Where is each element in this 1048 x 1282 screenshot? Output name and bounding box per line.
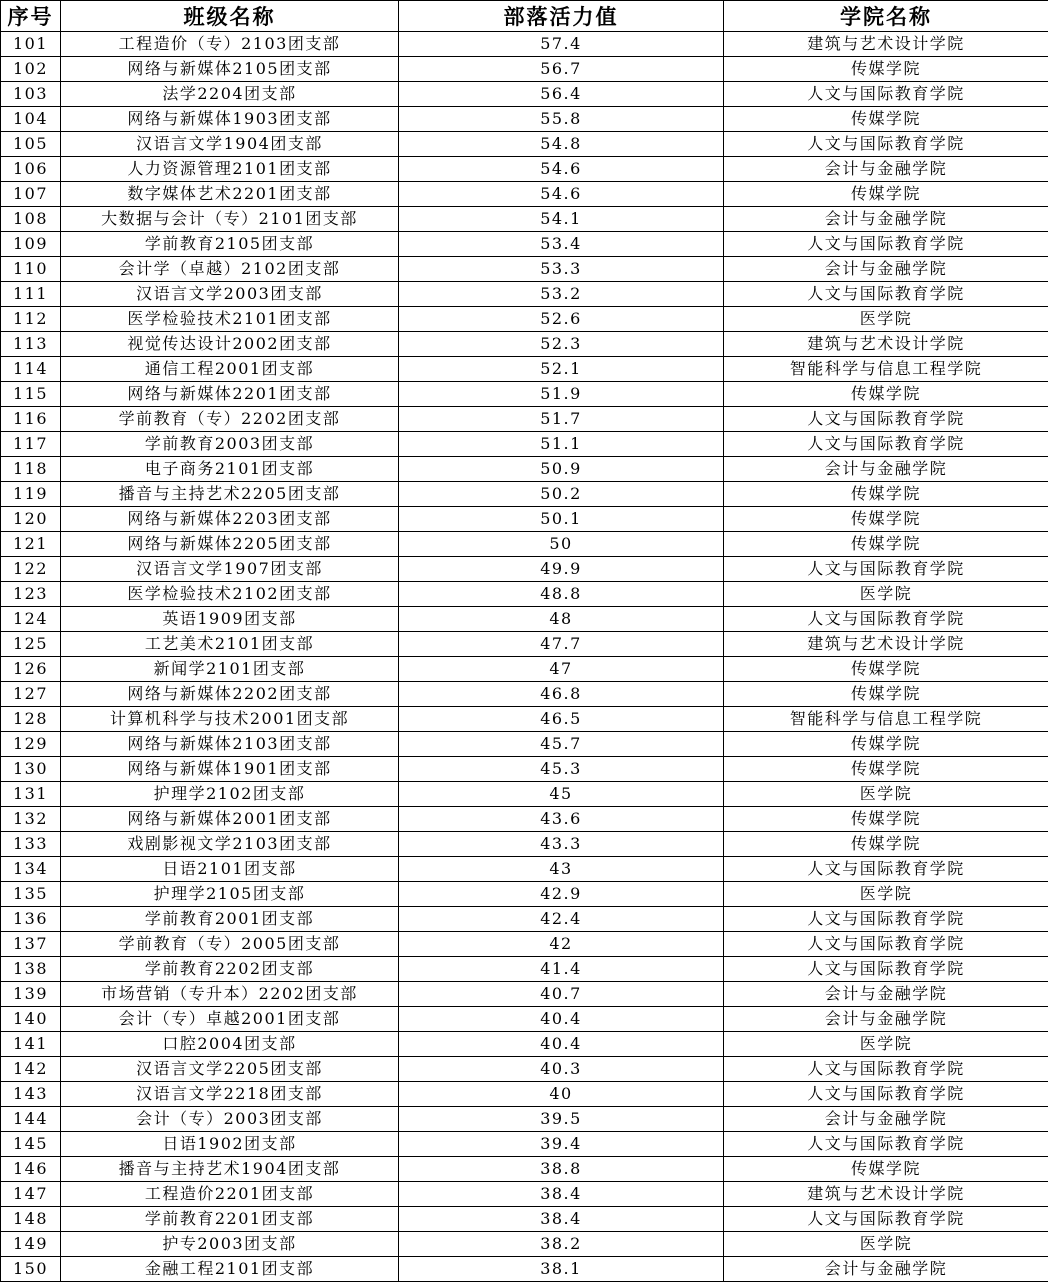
cell-class-name: 学前教育2003团支部 xyxy=(61,432,399,457)
cell-class-name: 大数据与会计（专）2101团支部 xyxy=(61,207,399,232)
cell-rank: 130 xyxy=(1,757,61,782)
cell-vitality-score: 41.4 xyxy=(399,957,724,982)
cell-vitality-score: 42.9 xyxy=(399,882,724,907)
cell-class-name: 学前教育（专）2005团支部 xyxy=(61,932,399,957)
cell-college-name: 医学院 xyxy=(724,1032,1048,1057)
cell-college-name: 会计与金融学院 xyxy=(724,1007,1048,1032)
table-row xyxy=(1,107,1048,132)
cell-class-name: 日语2101团支部 xyxy=(61,857,399,882)
cell-college-name: 会计与金融学院 xyxy=(724,1107,1048,1132)
cell-class-name: 通信工程2001团支部 xyxy=(61,357,399,382)
cell-vitality-score: 40.7 xyxy=(399,982,724,1007)
cell-class-name: 戏剧影视文学2103团支部 xyxy=(61,832,399,857)
cell-class-name: 学前教育2202团支部 xyxy=(61,957,399,982)
cell-college-name: 医学院 xyxy=(724,782,1048,807)
cell-rank: 105 xyxy=(1,132,61,157)
table-row xyxy=(1,1157,1048,1182)
table-row xyxy=(1,282,1048,307)
cell-vitality-score: 38.2 xyxy=(399,1232,724,1257)
cell-vitality-score: 54.6 xyxy=(399,157,724,182)
table-row xyxy=(1,507,1048,532)
table-row xyxy=(1,732,1048,757)
cell-college-name: 传媒学院 xyxy=(724,482,1048,507)
header-row xyxy=(1,1,1048,32)
cell-class-name: 护理学2102团支部 xyxy=(61,782,399,807)
cell-college-name: 传媒学院 xyxy=(724,1157,1048,1182)
cell-college-name: 医学院 xyxy=(724,1232,1048,1257)
cell-college-name: 智能科学与信息工程学院 xyxy=(724,357,1048,382)
table-row xyxy=(1,707,1048,732)
cell-vitality-score: 52.3 xyxy=(399,332,724,357)
cell-vitality-score: 49.9 xyxy=(399,557,724,582)
cell-vitality-score: 40 xyxy=(399,1082,724,1107)
cell-college-name: 建筑与艺术设计学院 xyxy=(724,632,1048,657)
cell-rank: 108 xyxy=(1,207,61,232)
cell-class-name: 英语1909团支部 xyxy=(61,607,399,632)
cell-rank: 148 xyxy=(1,1207,61,1232)
header-vitality-score: 部落活力值 xyxy=(399,1,724,32)
table-header xyxy=(1,1,1048,32)
cell-rank: 135 xyxy=(1,882,61,907)
cell-rank: 147 xyxy=(1,1182,61,1207)
table-row xyxy=(1,857,1048,882)
cell-rank: 118 xyxy=(1,457,61,482)
cell-rank: 122 xyxy=(1,557,61,582)
table-row xyxy=(1,932,1048,957)
cell-vitality-score: 57.4 xyxy=(399,32,724,57)
cell-class-name: 学前教育2201团支部 xyxy=(61,1207,399,1232)
table-row xyxy=(1,907,1048,932)
cell-vitality-score: 47.7 xyxy=(399,632,724,657)
cell-college-name: 传媒学院 xyxy=(724,57,1048,82)
cell-rank: 114 xyxy=(1,357,61,382)
header-class-name: 班级名称 xyxy=(61,1,399,32)
cell-college-name: 会计与金融学院 xyxy=(724,457,1048,482)
cell-vitality-score: 42.4 xyxy=(399,907,724,932)
cell-class-name: 网络与新媒体2202团支部 xyxy=(61,682,399,707)
cell-college-name: 人文与国际教育学院 xyxy=(724,1132,1048,1157)
cell-class-name: 数字媒体艺术2201团支部 xyxy=(61,182,399,207)
cell-rank: 139 xyxy=(1,982,61,1007)
cell-college-name: 会计与金融学院 xyxy=(724,1257,1048,1282)
table-row xyxy=(1,982,1048,1007)
cell-vitality-score: 56.7 xyxy=(399,57,724,82)
cell-class-name: 新闻学2101团支部 xyxy=(61,657,399,682)
table-row xyxy=(1,832,1048,857)
cell-vitality-score: 38.4 xyxy=(399,1207,724,1232)
table-row xyxy=(1,407,1048,432)
table-row xyxy=(1,582,1048,607)
cell-rank: 125 xyxy=(1,632,61,657)
cell-vitality-score: 39.4 xyxy=(399,1132,724,1157)
cell-class-name: 计算机科学与技术2001团支部 xyxy=(61,707,399,732)
cell-class-name: 网络与新媒体2103团支部 xyxy=(61,732,399,757)
cell-class-name: 口腔2004团支部 xyxy=(61,1032,399,1057)
cell-class-name: 网络与新媒体2203团支部 xyxy=(61,507,399,532)
cell-vitality-score: 40.3 xyxy=(399,1057,724,1082)
cell-vitality-score: 45.7 xyxy=(399,732,724,757)
cell-vitality-score: 45 xyxy=(399,782,724,807)
table-row xyxy=(1,1007,1048,1032)
cell-class-name: 播音与主持艺术2205团支部 xyxy=(61,482,399,507)
cell-vitality-score: 54.6 xyxy=(399,182,724,207)
cell-rank: 121 xyxy=(1,532,61,557)
table-row xyxy=(1,157,1048,182)
cell-vitality-score: 52.1 xyxy=(399,357,724,382)
cell-vitality-score: 55.8 xyxy=(399,107,724,132)
cell-rank: 101 xyxy=(1,32,61,57)
cell-rank: 112 xyxy=(1,307,61,332)
cell-rank: 102 xyxy=(1,57,61,82)
cell-rank: 119 xyxy=(1,482,61,507)
table-row xyxy=(1,757,1048,782)
cell-vitality-score: 51.9 xyxy=(399,382,724,407)
cell-college-name: 人文与国际教育学院 xyxy=(724,1207,1048,1232)
cell-rank: 131 xyxy=(1,782,61,807)
table-row xyxy=(1,782,1048,807)
cell-rank: 133 xyxy=(1,832,61,857)
table-row xyxy=(1,682,1048,707)
cell-class-name: 人力资源管理2101团支部 xyxy=(61,157,399,182)
cell-class-name: 播音与主持艺术1904团支部 xyxy=(61,1157,399,1182)
cell-vitality-score: 39.5 xyxy=(399,1107,724,1132)
cell-class-name: 网络与新媒体2205团支部 xyxy=(61,532,399,557)
cell-rank: 138 xyxy=(1,957,61,982)
cell-college-name: 传媒学院 xyxy=(724,807,1048,832)
table-row xyxy=(1,1257,1048,1282)
cell-class-name: 会计（专）2003团支部 xyxy=(61,1107,399,1132)
table-body xyxy=(1,32,1048,1282)
table-row xyxy=(1,82,1048,107)
table-row xyxy=(1,332,1048,357)
header-rank: 序号 xyxy=(1,1,61,32)
cell-vitality-score: 50.2 xyxy=(399,482,724,507)
cell-vitality-score: 50 xyxy=(399,532,724,557)
cell-rank: 140 xyxy=(1,1007,61,1032)
cell-class-name: 市场营销（专升本）2202团支部 xyxy=(61,982,399,1007)
table-row xyxy=(1,607,1048,632)
cell-college-name: 人文与国际教育学院 xyxy=(724,407,1048,432)
cell-vitality-score: 51.1 xyxy=(399,432,724,457)
cell-class-name: 电子商务2101团支部 xyxy=(61,457,399,482)
cell-college-name: 会计与金融学院 xyxy=(724,982,1048,1007)
cell-rank: 111 xyxy=(1,282,61,307)
cell-rank: 150 xyxy=(1,1257,61,1282)
cell-college-name: 传媒学院 xyxy=(724,657,1048,682)
cell-vitality-score: 38.4 xyxy=(399,1182,724,1207)
cell-vitality-score: 53.3 xyxy=(399,257,724,282)
table-row xyxy=(1,232,1048,257)
cell-rank: 113 xyxy=(1,332,61,357)
cell-vitality-score: 45.3 xyxy=(399,757,724,782)
table-row xyxy=(1,1182,1048,1207)
cell-college-name: 传媒学院 xyxy=(724,757,1048,782)
cell-class-name: 医学检验技术2101团支部 xyxy=(61,307,399,332)
cell-class-name: 医学检验技术2102团支部 xyxy=(61,582,399,607)
cell-rank: 126 xyxy=(1,657,61,682)
cell-class-name: 网络与新媒体2105团支部 xyxy=(61,57,399,82)
cell-rank: 127 xyxy=(1,682,61,707)
cell-class-name: 日语1902团支部 xyxy=(61,1132,399,1157)
cell-college-name: 传媒学院 xyxy=(724,682,1048,707)
cell-rank: 141 xyxy=(1,1032,61,1057)
cell-class-name: 网络与新媒体2201团支部 xyxy=(61,382,399,407)
cell-class-name: 学前教育2105团支部 xyxy=(61,232,399,257)
cell-college-name: 人文与国际教育学院 xyxy=(724,1057,1048,1082)
cell-vitality-score: 47 xyxy=(399,657,724,682)
cell-class-name: 工程造价（专）2103团支部 xyxy=(61,32,399,57)
cell-rank: 149 xyxy=(1,1232,61,1257)
table-row xyxy=(1,357,1048,382)
cell-college-name: 医学院 xyxy=(724,582,1048,607)
cell-class-name: 护专2003团支部 xyxy=(61,1232,399,1257)
table-row xyxy=(1,657,1048,682)
cell-college-name: 人文与国际教育学院 xyxy=(724,907,1048,932)
cell-class-name: 网络与新媒体1901团支部 xyxy=(61,757,399,782)
cell-rank: 143 xyxy=(1,1082,61,1107)
cell-rank: 145 xyxy=(1,1132,61,1157)
cell-vitality-score: 51.7 xyxy=(399,407,724,432)
table-row xyxy=(1,382,1048,407)
cell-vitality-score: 52.6 xyxy=(399,307,724,332)
cell-vitality-score: 43 xyxy=(399,857,724,882)
cell-vitality-score: 53.2 xyxy=(399,282,724,307)
table-row xyxy=(1,1107,1048,1132)
cell-rank: 104 xyxy=(1,107,61,132)
table-row xyxy=(1,632,1048,657)
table-row xyxy=(1,482,1048,507)
cell-rank: 103 xyxy=(1,82,61,107)
cell-vitality-score: 54.1 xyxy=(399,207,724,232)
cell-vitality-score: 46.8 xyxy=(399,682,724,707)
cell-college-name: 人文与国际教育学院 xyxy=(724,957,1048,982)
cell-class-name: 学前教育2001团支部 xyxy=(61,907,399,932)
cell-class-name: 金融工程2101团支部 xyxy=(61,1257,399,1282)
cell-rank: 106 xyxy=(1,157,61,182)
cell-class-name: 汉语言文学2205团支部 xyxy=(61,1057,399,1082)
cell-college-name: 人文与国际教育学院 xyxy=(724,282,1048,307)
cell-rank: 142 xyxy=(1,1057,61,1082)
cell-class-name: 会计（专）卓越2001团支部 xyxy=(61,1007,399,1032)
cell-rank: 124 xyxy=(1,607,61,632)
cell-rank: 144 xyxy=(1,1107,61,1132)
cell-college-name: 传媒学院 xyxy=(724,382,1048,407)
cell-class-name: 网络与新媒体1903团支部 xyxy=(61,107,399,132)
cell-college-name: 人文与国际教育学院 xyxy=(724,557,1048,582)
cell-vitality-score: 50.1 xyxy=(399,507,724,532)
table-row xyxy=(1,1132,1048,1157)
cell-rank: 110 xyxy=(1,257,61,282)
cell-college-name: 传媒学院 xyxy=(724,532,1048,557)
cell-rank: 134 xyxy=(1,857,61,882)
cell-rank: 115 xyxy=(1,382,61,407)
cell-college-name: 人文与国际教育学院 xyxy=(724,857,1048,882)
cell-rank: 128 xyxy=(1,707,61,732)
table-row xyxy=(1,307,1048,332)
cell-class-name: 汉语言文学1904团支部 xyxy=(61,132,399,157)
cell-class-name: 工艺美术2101团支部 xyxy=(61,632,399,657)
cell-college-name: 传媒学院 xyxy=(724,507,1048,532)
cell-vitality-score: 50.9 xyxy=(399,457,724,482)
cell-college-name: 智能科学与信息工程学院 xyxy=(724,707,1048,732)
cell-class-name: 汉语言文学2003团支部 xyxy=(61,282,399,307)
table-row xyxy=(1,1207,1048,1232)
cell-rank: 146 xyxy=(1,1157,61,1182)
cell-college-name: 人文与国际教育学院 xyxy=(724,932,1048,957)
cell-vitality-score: 56.4 xyxy=(399,82,724,107)
cell-rank: 136 xyxy=(1,907,61,932)
cell-rank: 109 xyxy=(1,232,61,257)
cell-rank: 116 xyxy=(1,407,61,432)
table-row xyxy=(1,557,1048,582)
cell-college-name: 人文与国际教育学院 xyxy=(724,82,1048,107)
cell-college-name: 传媒学院 xyxy=(724,182,1048,207)
cell-rank: 120 xyxy=(1,507,61,532)
cell-college-name: 人文与国际教育学院 xyxy=(724,607,1048,632)
cell-vitality-score: 38.1 xyxy=(399,1257,724,1282)
cell-rank: 137 xyxy=(1,932,61,957)
cell-class-name: 网络与新媒体2001团支部 xyxy=(61,807,399,832)
table-row xyxy=(1,457,1048,482)
cell-class-name: 法学2204团支部 xyxy=(61,82,399,107)
cell-college-name: 人文与国际教育学院 xyxy=(724,1082,1048,1107)
table-row xyxy=(1,132,1048,157)
cell-rank: 132 xyxy=(1,807,61,832)
cell-vitality-score: 40.4 xyxy=(399,1032,724,1057)
cell-college-name: 会计与金融学院 xyxy=(724,207,1048,232)
cell-vitality-score: 48 xyxy=(399,607,724,632)
cell-college-name: 医学院 xyxy=(724,307,1048,332)
cell-college-name: 会计与金融学院 xyxy=(724,157,1048,182)
cell-class-name: 会计学（卓越）2102团支部 xyxy=(61,257,399,282)
cell-class-name: 汉语言文学2218团支部 xyxy=(61,1082,399,1107)
cell-vitality-score: 42 xyxy=(399,932,724,957)
cell-college-name: 传媒学院 xyxy=(724,732,1048,757)
cell-vitality-score: 38.8 xyxy=(399,1157,724,1182)
cell-vitality-score: 43.6 xyxy=(399,807,724,832)
table-row xyxy=(1,1032,1048,1057)
table-row xyxy=(1,32,1048,57)
table-row xyxy=(1,257,1048,282)
cell-college-name: 建筑与艺术设计学院 xyxy=(724,32,1048,57)
cell-class-name: 视觉传达设计2002团支部 xyxy=(61,332,399,357)
table-row xyxy=(1,182,1048,207)
cell-vitality-score: 43.3 xyxy=(399,832,724,857)
cell-college-name: 会计与金融学院 xyxy=(724,257,1048,282)
cell-vitality-score: 48.8 xyxy=(399,582,724,607)
cell-vitality-score: 53.4 xyxy=(399,232,724,257)
table-row xyxy=(1,207,1048,232)
table-row xyxy=(1,1232,1048,1257)
cell-college-name: 建筑与艺术设计学院 xyxy=(724,1182,1048,1207)
cell-vitality-score: 54.8 xyxy=(399,132,724,157)
cell-college-name: 医学院 xyxy=(724,882,1048,907)
cell-class-name: 汉语言文学1907团支部 xyxy=(61,557,399,582)
cell-vitality-score: 40.4 xyxy=(399,1007,724,1032)
cell-college-name: 人文与国际教育学院 xyxy=(724,132,1048,157)
table-row xyxy=(1,57,1048,82)
header-college-name: 学院名称 xyxy=(724,1,1048,32)
cell-rank: 129 xyxy=(1,732,61,757)
cell-college-name: 人文与国际教育学院 xyxy=(724,432,1048,457)
table-row xyxy=(1,1082,1048,1107)
cell-class-name: 护理学2105团支部 xyxy=(61,882,399,907)
table-row xyxy=(1,1057,1048,1082)
cell-vitality-score: 46.5 xyxy=(399,707,724,732)
table-row xyxy=(1,532,1048,557)
cell-rank: 117 xyxy=(1,432,61,457)
cell-rank: 107 xyxy=(1,182,61,207)
cell-rank: 123 xyxy=(1,582,61,607)
cell-college-name: 传媒学院 xyxy=(724,832,1048,857)
table-row xyxy=(1,882,1048,907)
cell-college-name: 人文与国际教育学院 xyxy=(724,232,1048,257)
table-row xyxy=(1,807,1048,832)
cell-class-name: 工程造价2201团支部 xyxy=(61,1182,399,1207)
table-row xyxy=(1,957,1048,982)
cell-college-name: 传媒学院 xyxy=(724,107,1048,132)
cell-college-name: 建筑与艺术设计学院 xyxy=(724,332,1048,357)
cell-class-name: 学前教育（专）2202团支部 xyxy=(61,407,399,432)
table-row xyxy=(1,432,1048,457)
